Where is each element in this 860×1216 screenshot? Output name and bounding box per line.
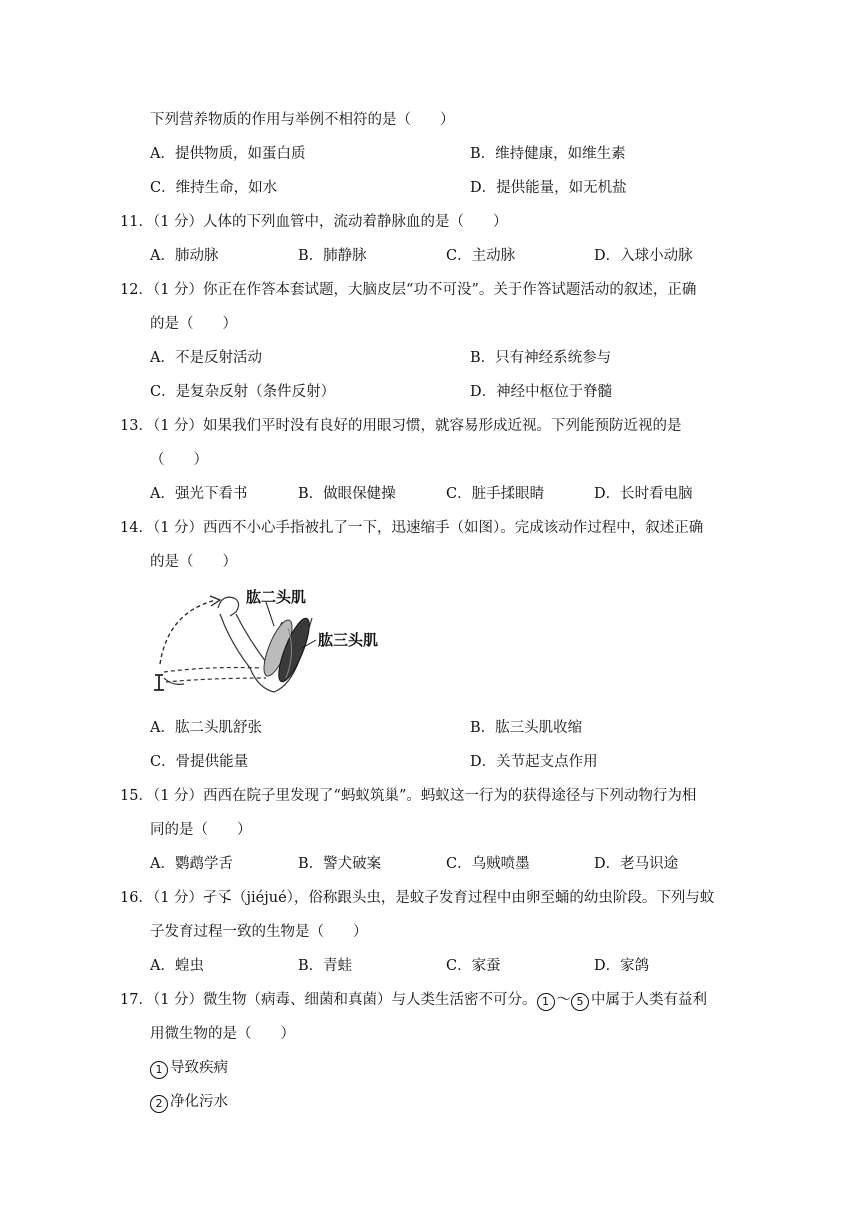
q13-option-d: D．长时看电脑 xyxy=(594,486,693,502)
q11-option-c: C．主动脉 xyxy=(446,248,516,264)
q12-option-b: B．只有神经系统参与 xyxy=(470,350,612,366)
q11-option-a: A．肺动脉 xyxy=(150,248,219,264)
q15-option-a: A．鹦鹉学舌 xyxy=(150,856,233,872)
q15-stem-line1: 15．（1 分）西西在院子里发现了“蚂蚁筑巢”。蚂蚁这一行为的获得途径与下列动物行为相 xyxy=(120,788,697,804)
q14-option-d: D．关节起支点作用 xyxy=(470,754,598,770)
q15-option-c: C．乌贼喷墨 xyxy=(446,856,530,872)
q12-stem-line1: 12．（1 分）你正在作答本套试题，大脑皮层“功不可没”。关于作答试题活动的叙述，正确 xyxy=(120,282,697,298)
q17-stem-line2: 用微生物的是（ ） xyxy=(150,1026,295,1042)
q16-option-a: A．蝗虫 xyxy=(150,958,204,974)
q16-stem-line2: 子发育过程一致的生物是（ ） xyxy=(150,924,368,940)
arm-muscle-figure xyxy=(150,582,390,700)
q11-stem: 11．（1 分）人体的下列血管中，流动着静脉血的是（ ） xyxy=(120,214,508,230)
q10-option-c: C．维持生命，如水 xyxy=(150,180,278,196)
q14-option-b: B．肱三头肌收缩 xyxy=(470,720,583,736)
circled-number-5: 5 xyxy=(571,993,589,1011)
item-2-marker: 2 xyxy=(150,1095,168,1113)
q16-option-c: C．家蚕 xyxy=(446,958,501,974)
q13-stem-line1: 13．（1 分）如果我们平时没有良好的用眼习惯，就容易形成近视。下列能预防近视的是 xyxy=(120,418,682,434)
circled-number-1: 1 xyxy=(537,993,555,1011)
motion-arc xyxy=(160,600,216,664)
q12-stem-line2: 的是（ ） xyxy=(150,316,237,332)
q17-stem-pre: 17．（1 分）微生物（病毒、细菌和真菌）与人类生活密不可分。 xyxy=(120,992,537,1008)
q14-stem-line2: 的是（ ） xyxy=(150,554,237,570)
q14-option-c: C．骨提供能量 xyxy=(150,754,249,770)
q17-item-1-text: 导致疾病 xyxy=(170,1060,228,1076)
q17-stem-line1 xyxy=(120,990,707,1011)
q17-stem-post: 中属于人类有益利 xyxy=(591,992,708,1008)
q10-option-b: B．维持健康，如维生素 xyxy=(470,146,626,162)
q17-item-2-text: 净化污水 xyxy=(170,1094,228,1110)
q12-option-d: D．神经中枢位于脊髓 xyxy=(470,384,613,400)
q10-option-a: A．提供物质，如蛋白质 xyxy=(150,146,306,162)
q17-item-2 xyxy=(150,1092,228,1113)
q17-tilde: ～ xyxy=(556,992,572,1008)
biceps-label: 肱二头肌 xyxy=(246,588,307,606)
raised-forearm xyxy=(220,614,266,668)
q15-stem-line2: 同的是（ ） xyxy=(150,822,252,838)
q11-option-d: D．入球小动脉 xyxy=(594,248,693,264)
q11-option-b: B．肺静脉 xyxy=(298,248,367,264)
q16-option-d: D．家鸽 xyxy=(594,958,650,974)
q16-stem-line1: 16．（1 分）孑孓（jiéjué），俗称跟头虫，是蚊子发育过程中由卵至蛹的幼虫阶段。下列与蚊 xyxy=(120,890,715,906)
q10-option-d: D．提供能量，如无机盐 xyxy=(470,180,627,196)
pin-icon xyxy=(154,675,164,690)
q12-option-a: A．不是反射活动 xyxy=(150,350,262,366)
q16-option-b: B．青蛙 xyxy=(298,958,353,974)
q13-option-c: C．脏手揉眼睛 xyxy=(446,486,545,502)
q13-option-b: B．做眼保健操 xyxy=(298,486,396,502)
q12-option-c: C．是复杂反射（条件反射） xyxy=(150,384,336,400)
q17-item-1 xyxy=(150,1058,228,1079)
q15-option-d: D．老马识途 xyxy=(594,856,679,872)
q13-option-a: A．强光下看书 xyxy=(150,486,248,502)
q14-option-a: A．肱二头肌舒张 xyxy=(150,720,262,736)
q14-stem-line1: 14．（1 分）西西不小心手指被扎了一下，迅速缩手（如图）。完成该动作过程中，叙述正确 xyxy=(120,520,704,536)
q10-stem: 下列营养物质的作用与举例不相符的是（ ） xyxy=(150,112,455,128)
q13-stem-line2: （ ） xyxy=(150,452,208,468)
item-1-marker: 1 xyxy=(150,1061,168,1079)
q15-option-b: B．警犬破案 xyxy=(298,856,382,872)
triceps-label: 肱三头肌 xyxy=(318,631,379,649)
